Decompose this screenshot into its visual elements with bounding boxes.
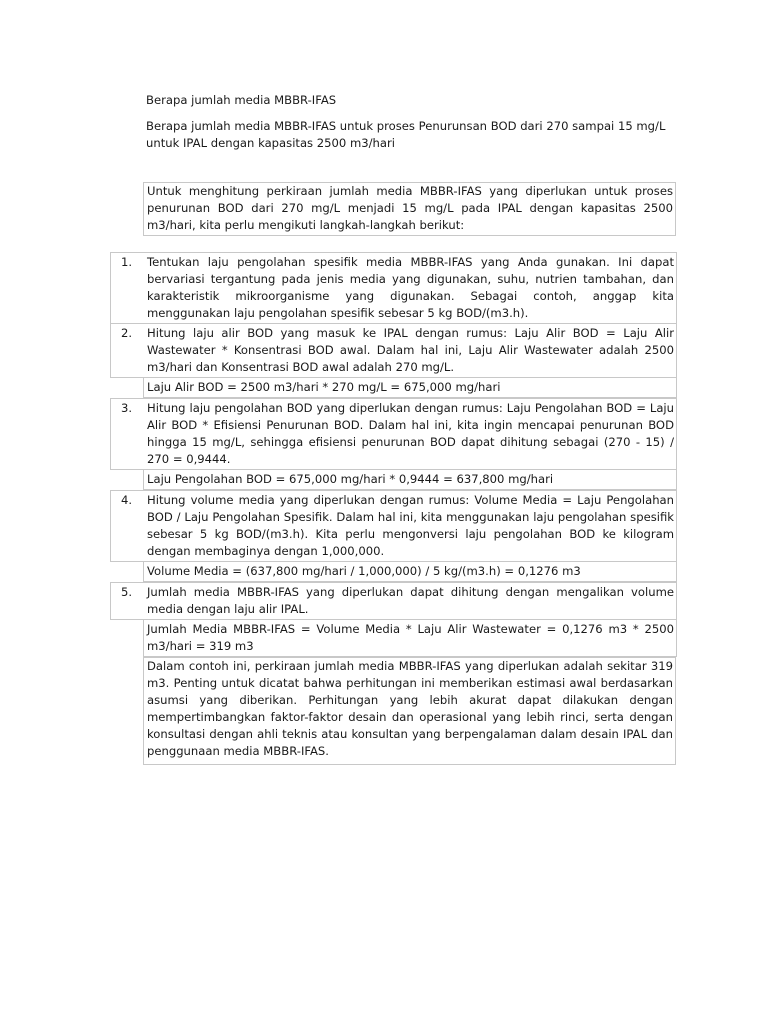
step-number: 2.: [121, 326, 133, 340]
step-calculation: Laju Pengolahan BOD = 675,000 mg/hari * 0,9444 = 637,800 mg/hari: [143, 469, 677, 490]
step-text: Hitung laju pengolahan BOD yang diperlukan dengan rumus: Laju Pengolahan BOD = Laju Alir BOD * Efisiensi Penurunan BOD. Dalam hal ini, kita ingin mencapai penurunan BOD hingga 15 mg/L, sehingga efisiensi penurunan BOD dapat dihitung sebagai (270 - 15) / 270 = 0,9444.: [147, 401, 674, 466]
step-number: 1.: [121, 255, 133, 269]
step-text: Tentukan laju pengolahan spesifik media MBBR-IFAS yang Anda gunakan. Ini dapat bervariasi tergantung pada jenis media yang digunakan, suhu, nutrien tambahan, dan karakteristik mikroorganisme yang digunakan. Sebagai contoh, anggap kita menggunakan laju pengolahan spesifik sebesar 5 kg BOD/(m3.h).: [147, 255, 674, 320]
step-text: Hitung volume media yang diperlukan dengan rumus: Volume Media = Laju Pengolahan BOD / Laju Pengolahan Spesifik. Dalam hal ini, kita menggunakan laju pengolahan spesifik sebesar 5 kg BOD/(m3.h). Kita perlu mengonversi laju pengolahan BOD ke kilogram dengan membaginya dengan 1,000,000.: [147, 493, 674, 558]
step-calculation: Laju Alir BOD = 2500 m3/hari * 270 mg/L = 675,000 mg/hari: [143, 377, 677, 398]
step-calculation: Jumlah Media MBBR-IFAS = Volume Media * Laju Alir Wastewater = 0,1276 m3 * 2500 m3/hari = 319 m3: [143, 619, 677, 657]
question-title: Berapa jumlah media MBBR-IFAS: [146, 93, 337, 107]
step-calculation: Volume Media = (637,800 mg/hari / 1,000,000) / 5 kg/(m3.h) = 0,1276 m3: [143, 561, 677, 582]
step-1: [110, 252, 677, 324]
step-text: Jumlah media MBBR-IFAS yang diperlukan dapat dihitung dengan mengalikan volume media dengan laju alir IPAL.: [147, 585, 674, 616]
step-4: [110, 490, 677, 562]
conclusion-text: Dalam contoh ini, perkiraan jumlah media MBBR-IFAS yang diperlukan adalah sekitar 319 m3. Penting untuk dicatat bahwa perhitungan ini memberikan estimasi awal berdasarkan asumsi yang diberikan. Perhitungan yang lebih akurat dapat dilakukan dengan mempertimbangkan faktor-faktor desain dan operasional yang lebih rinci, serta dengan konsultasi dengan ahli teknis atau konsultan yang berpengalaman dalam desain IPAL dan penggunaan media MBBR-IFAS.: [147, 659, 673, 758]
conclusion-box: [143, 657, 676, 765]
step-number: 4.: [121, 493, 133, 507]
step-3: [110, 398, 677, 470]
step-number: 3.: [121, 401, 133, 415]
step-text: Hitung laju alir BOD yang masuk ke IPAL dengan rumus: Laju Alir BOD = Laju Alir Wastewater * Konsentrasi BOD awal. Dalam hal ini, Laju Alir Wastewater adalah 2500 m3/hari dan Konsentrasi BOD awal adalah 270 mg/L.: [147, 326, 674, 374]
step-2: [110, 323, 677, 378]
question-body: Berapa jumlah media MBBR-IFAS untuk proses Penurunsan BOD dari 270 sampai 15 mg/L untuk IPAL dengan kapasitas 2500 m3/hari: [146, 119, 666, 150]
intro-box: [143, 182, 676, 236]
intro-text: Untuk menghitung perkiraan jumlah media MBBR-IFAS yang diperlukan untuk proses penurunan BOD dari 270 mg/L menjadi 15 mg/L pada IPAL dengan kapasitas 2500 m3/hari, kita perlu mengikuti langkah-langkah berikut:: [147, 184, 673, 232]
steps-list: [110, 252, 677, 657]
step-number: 5.: [121, 585, 133, 599]
step-5: [110, 582, 677, 620]
